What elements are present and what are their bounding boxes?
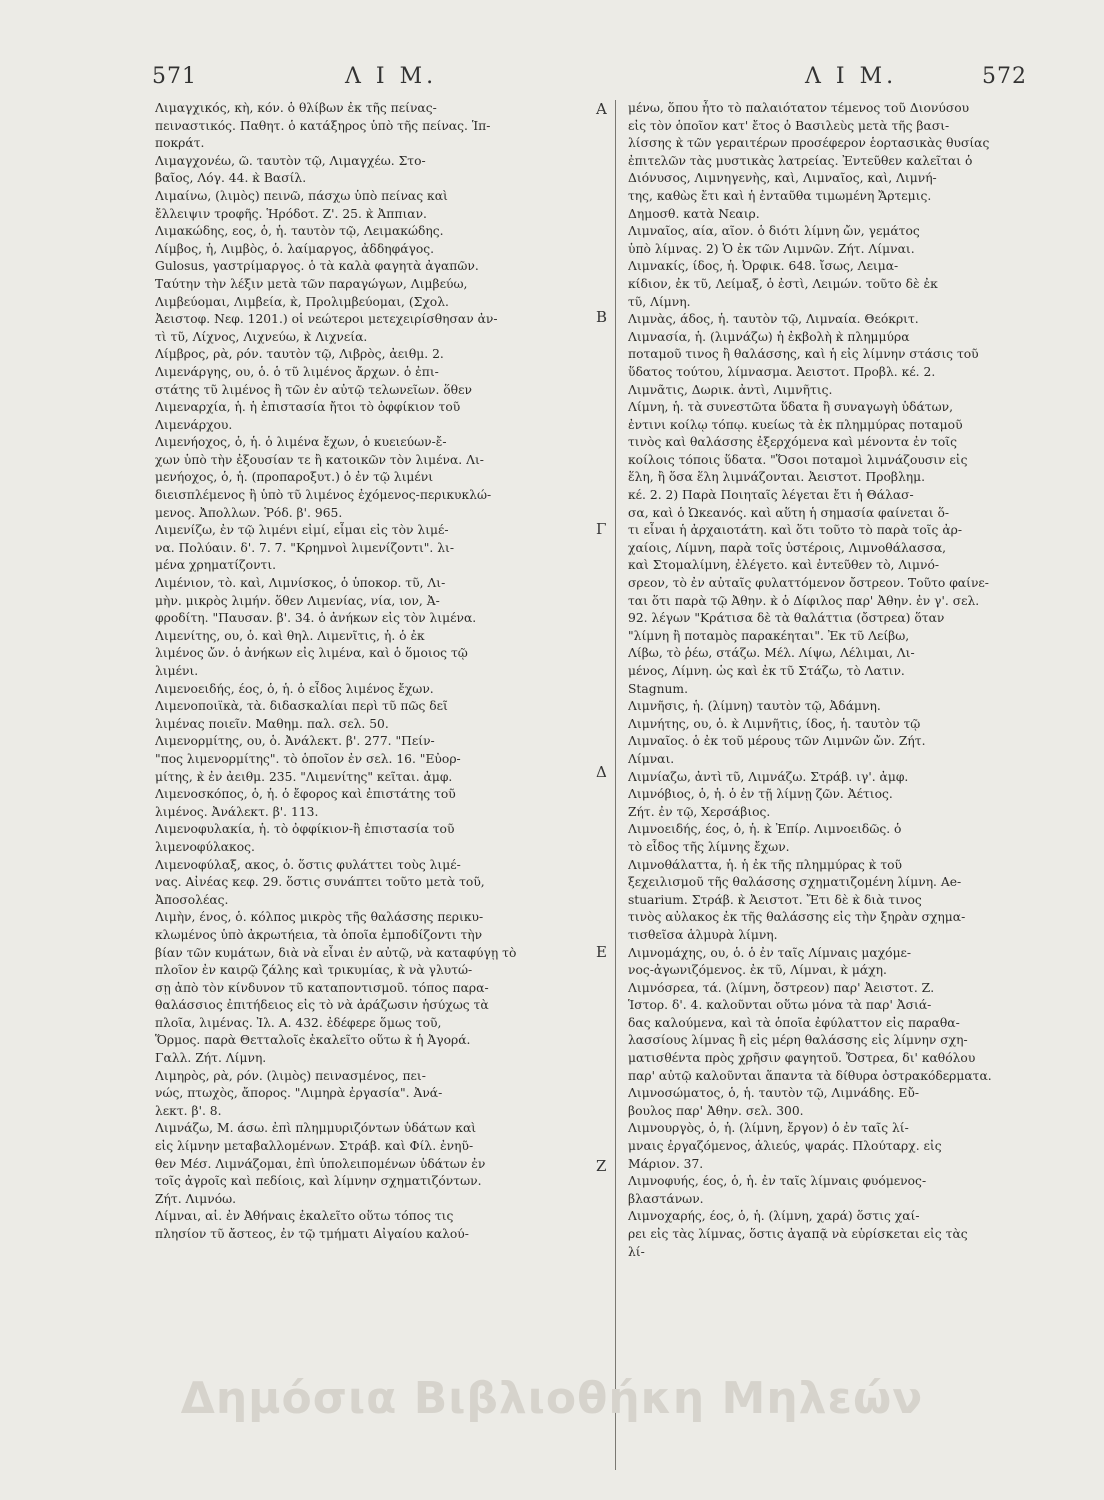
page-number-right: 572 bbox=[982, 64, 1027, 89]
gutter-letter: Ε bbox=[596, 943, 607, 961]
text-line: Λιμνάζω, Μ. άσω. ἐπὶ πλημμυριζόντων ὑδάτων καὶ bbox=[155, 1121, 477, 1136]
text-line: Ἀποσολέας. bbox=[155, 892, 229, 907]
text-line: τὸ εἶδος τῆς λίμνης ἔχων. bbox=[628, 839, 790, 854]
text-line: κοίλοις τόποις ὕδατα. "Ὅσοι ποταμοὶ λιμνάζουσιν εἰς bbox=[628, 452, 968, 467]
text-line: Γαλλ. Ζήτ. Λίμνη. bbox=[155, 1051, 267, 1066]
text-line: πλοῖα, λιμένας. Ἰλ. Α. 432. ἐδέφερε ὅμως τοῦ, bbox=[155, 1015, 442, 1030]
text-line: να. Πολύαιν. δ'. 7. 7. "Κρημνοὶ λιμενίζοντι". λι- bbox=[155, 540, 455, 555]
text-line: Λιμνοειδής, έος, ὁ, ἡ. κ̀ Ἐπίρ. Λιμνοειδῶς. ὁ bbox=[628, 822, 902, 837]
running-head-left: Λ Ι Μ. bbox=[345, 64, 438, 89]
text-line: Ζήτ. Λιμνόω. bbox=[155, 1191, 237, 1206]
text-line: Λίμβρος, ρὰ, ρόν. ταυτὸν τῷ, Λιβρὸς, ἀειθμ. 2. bbox=[155, 347, 444, 362]
text-line: Λιμενοφύλαξ, ακος, ὁ. ὅστις φυλάττει τοὺς λιμέ- bbox=[155, 857, 461, 872]
library-watermark: Δημόσια Βιβλιοθήκη Μηλεών bbox=[180, 1373, 924, 1424]
text-line: Λιμεναρχία, ἡ. ἡ ἐπιστασία ἤτοι τὸ ὀφφίκιον τοῦ bbox=[155, 400, 461, 415]
text-line: Λιμνοθάλαττα, ἡ. ἡ ἐκ τῆς πλημμύρας κ̀ τοῦ bbox=[628, 857, 903, 872]
text-line: μίτης, κ̀ ἐν ἀειθμ. 235. "Λιμενίτης" κεῖται. ἀμφ. bbox=[155, 769, 453, 784]
text-line: τινὸς καὶ θαλάσσης ἐξερχόμενα καὶ μένοντα ἐν τοῖς bbox=[628, 435, 958, 450]
text-line: βαῖος, Λόγ. 44. κ̀ Βασίλ. bbox=[155, 171, 307, 186]
text-line: Λιμενοσκόπος, ὁ, ἡ. ὁ ἔφορος καὶ ἐπιστάτης τοῦ bbox=[155, 787, 456, 802]
text-line: τοῖς ἀγροῖς καὶ πεδίοις, καὶ λίμνην σχηματιζόντων. bbox=[155, 1174, 482, 1189]
text-line: χαίοις, Λίμνη, παρὰ τοῖς ὑστέροις, Λιμνοθάλασσα, bbox=[628, 540, 947, 555]
text-line: Λιμνῆσις, ἡ. (λίμνη) ταυτὸν τῷ, Ἀδάμνη. bbox=[628, 699, 881, 714]
text-line: Λιμνοσώματος, ὁ, ἡ. ταυτὸν τῷ, Λιμνάδης. Εὔ- bbox=[628, 1086, 919, 1101]
text-line: Διόνυσος, Λιμνηγενὴς, καὶ, Λιμναῖος, καὶ, Λιμνή- bbox=[628, 171, 937, 186]
text-line: Λιμνοφυής, έος, ὁ, ἡ. ἐν ταῖς λίμναις φυόμενος- bbox=[628, 1174, 927, 1189]
text-line: πλησίον τῦ ἄστεος, ἐν τῷ τμήματι Αἰγαίου καλού- bbox=[155, 1227, 469, 1241]
text-line: στάτης τῦ λιμένος ἢ τῶν ἐν αὐτῷ τελωνεῖων. ὅθεν bbox=[155, 382, 472, 397]
text-line: Ταύτην τὴν λέξιν μετὰ τῶν παραγώγων, Λιμβεύω, bbox=[155, 276, 468, 291]
text-line: θεν Μέσ. Λιμνάζομαι, ἐπὶ ὑπολειπομένων ὑδάτων ἐν bbox=[155, 1156, 486, 1171]
text-line: κίδιον, ἐκ τῦ, Λείμαξ, ὁ ἐστὶ, Λειμών. τοῦτο δὲ ἐκ bbox=[628, 276, 938, 291]
text-line: λιμένας ποιεῖν. Μαθημ. παλ. σελ. 50. bbox=[155, 716, 389, 731]
gutter-letter: Α bbox=[596, 100, 607, 118]
text-line: ποκράτ. bbox=[155, 136, 205, 151]
text-line: λασσίους λίμνας ἢ εἰς μέρη θαλάσσης εἰς λίμνην σχη- bbox=[628, 1033, 968, 1048]
text-line: Ἱστορ. δ'. 4. καλοῦνται οὕτω μόνα τὰ παρ' Ἀσιά- bbox=[628, 998, 932, 1013]
text-line: κλωμένος ὑπὸ ἀκρωτήεια, τὰ ὁποῖα ἐμποδίζοντι τὴν bbox=[155, 927, 483, 942]
text-line: Λιμναῖος, αία, αῖον. ὁ διότι λίμνη ὤν, γεμάτος bbox=[628, 224, 920, 239]
text-line: μένω, ὅπου ἦτο τὸ παλαιότατον τέμενος τοῦ Διονύσου bbox=[628, 101, 970, 115]
text-line: λίσσης κ̀ τῶν γεραιτέρων προσέφερον ἑορτασικὰς θυσίας bbox=[628, 136, 990, 151]
text-line: Λιμακώδης, εος, ὁ, ἡ. ταυτὸν τῷ, Λειμακώδης. bbox=[155, 224, 444, 239]
gutter-letter: Γ bbox=[596, 520, 607, 538]
text-line: Λιμηρὸς, ρὰ, ρόν. (λιμὸς) πεινασμένος, πει- bbox=[155, 1068, 426, 1083]
text-line: κέ. 2. 2) Παρὰ Ποιηταῖς λέγεται ἔτι ἡ Θάλασ- bbox=[628, 488, 914, 503]
text-line: λιμένι. bbox=[155, 664, 199, 678]
text-line: Λιμνακίς, ίδος, ἡ. Ὀρφικ. 648. ἴσως, Λειμα- bbox=[628, 259, 899, 274]
text-line: Λιμνᾶτις, Δωρικ. ἀντὶ, Λιμνῆτις. bbox=[628, 382, 833, 397]
text-line: Ζήτ. ἐν τῷ, Χερσάβιος. bbox=[628, 804, 771, 819]
text-line: μενος. Ἀπολλων. Ῥόδ. β'. 965. bbox=[155, 505, 343, 520]
text-line: λιμένος ὤν. ὁ ἀνήκων εἰς λιμένα, καὶ ὁ ὅμοιος τῷ bbox=[155, 646, 468, 661]
text-line: σρεον, τὸ ἐν αὐταῖς φυλαττόμενον ὄστρεον. Τοῦτο φαίνε- bbox=[628, 576, 989, 591]
text-line: Λιμενάρχου. bbox=[155, 417, 233, 432]
text-line: λιμένος. Ἀνάλεκτ. β'. 113. bbox=[155, 804, 319, 819]
text-line: νας. Αἰνέας κεφ. 29. ὅστις συνάπτει τοῦτο μετὰ τοῦ, bbox=[155, 875, 485, 890]
text-line: θαλάσσιος ἐπιτήδειος εἰς τὸ νὰ ἀράζωσιν ἡσύχως τὰ bbox=[155, 998, 489, 1013]
text-line: μὴν. μικρὸς λιμήν. ὅθεν Λιμενίας, νία, ιον, Ἀ- bbox=[155, 593, 440, 608]
text-line: "πος λιμενορμίτης". τὸ ὁποῖον ἐν σελ. 16. "Εὐορ- bbox=[155, 751, 461, 766]
text-line: χων ὑπὸ τὴν ἐξουσίαν τε ἢ κατοικῶν τὸν λιμένα. Λι- bbox=[155, 452, 484, 467]
text-line: Λίβω, τὸ ῥέω, στάζω. Μέλ. Λίψω, Λέλιμαι, Λι- bbox=[628, 646, 915, 661]
text-line: σῃ ἀπὸ τὸν κίνδυνον τῦ καταποντισμοῦ. τόπος παρα- bbox=[155, 980, 489, 995]
text-line: παρ' αὐτῷ καλοῦνται ἅπαντα τὰ δίθυρα ὀστρακόδερματα. bbox=[628, 1068, 992, 1083]
text-line: ματισθέντα πρὸς χρῆσιν φαγητοῦ. Ὄστρεα, δι' καθόλου bbox=[628, 1051, 976, 1066]
text-line: φροδίτη. "Παυσαν. β'. 34. ὁ ἀνήκων εἰς τὸν λιμένα. bbox=[155, 611, 477, 626]
text-line: Λιμενοφυλακία, ἡ. τὸ ὀφφίκιον-ἢ ἐπιστασία τοῦ bbox=[155, 822, 455, 837]
left-column bbox=[155, 100, 582, 1244]
text-line: εἰς τὸν ὁποῖον κατ' ἔτος ὁ Βασιλεὺς μετὰ τῆς βασι- bbox=[628, 118, 950, 133]
text-line: λί- bbox=[628, 1244, 645, 1259]
text-line: Λίμναι. bbox=[628, 751, 675, 766]
text-line: Λιμνοχαρής, έος, ὁ, ἡ. (λίμνη, χαρά) ὅστις χαί- bbox=[628, 1209, 920, 1224]
text-line: ξεχειλισμοῦ τῆς θαλάσσης σχηματιζομένη λίμνη. Ae- bbox=[628, 875, 962, 890]
text-line: Stagnum. bbox=[628, 681, 688, 696]
text-line: stuarium. Στράβ. κ̀ Ἀειστοτ. Ἔτι δὲ κ̀ διὰ τινος bbox=[628, 892, 922, 907]
text-line: τῦ, Λίμνη. bbox=[628, 294, 691, 309]
text-line: Λιμνὰς, άδος, ἡ. ταυτὸν τῷ, Λιμναία. Θεόκριτ. bbox=[628, 312, 919, 327]
text-line: τισθεῖσα ἁλμυρὰ λίμνη. bbox=[628, 927, 778, 942]
text-line: ὕδατος τούτου, λίμνασμα. Ἀειστοτ. Προβλ. κέ. 2. bbox=[628, 364, 936, 379]
text-line: Λιμὴν, ένος, ὁ. κόλπος μικρὸς τῆς θαλάσσης περικυ- bbox=[155, 910, 484, 925]
text-line: Λίμναι, αἱ. ἐν Ἀθήναις ἐκαλεῖτο οὕτω τόπος τις bbox=[155, 1209, 454, 1224]
text-line: βλαστάνων. bbox=[628, 1191, 704, 1206]
text-line: Λιμαγχονέω, ῶ. ταυτὸν τῷ, Λιμαγχέω. Στο- bbox=[155, 153, 426, 168]
text-line: "λίμνη ἢ ποταμὸς παρακέηται". Ἐκ τῦ Λείβω, bbox=[628, 628, 910, 643]
text-line: Gulosus, γαστρίμαργος. ὁ τὰ καλὰ φαγητὰ ἀγαπῶν. bbox=[155, 259, 479, 274]
text-line: λεκτ. β'. 8. bbox=[155, 1103, 222, 1118]
right-column bbox=[628, 100, 1034, 1261]
text-line: τι εἶναι ἡ ἀρχαιοτάτη. καὶ ὅτι τοῦτο τὸ παρὰ τοῖς ἀρ- bbox=[628, 523, 963, 538]
gutter-letter: Β bbox=[596, 308, 608, 326]
text-line: πειναστικός. Παθητ. ὁ κατάξηρος ὑπὸ τῆς πείνας. Ἱπ- bbox=[155, 118, 491, 133]
text-line: πλοῖον ἐν καιρῷ ζάλης καὶ τρικυμίας, κ̀ νὰ γλυτώ- bbox=[155, 963, 473, 978]
text-line: Λιμνασία, ἡ. (λιμνάζω) ἡ ἐκβολὴ κ̀ πλημμύρα bbox=[628, 329, 910, 344]
text-line: Λιμναῖος. ὁ ἐκ τοῦ μέρους τῶν Λιμνῶν ὤν. Ζήτ. bbox=[628, 734, 926, 749]
text-line: μένος, Λίμνη. ὡς καὶ ἐκ τῦ Στάζω, τὸ Λατιν. bbox=[628, 664, 905, 678]
text-line: Δημοσθ. κατὰ Νεαιρ. bbox=[628, 206, 760, 221]
text-line: Λιμενίτης, ου, ὁ. καὶ θηλ. Λιμενῖτις, ἡ. ὁ ἐκ bbox=[155, 628, 425, 643]
text-line: μναις ἐργαζόμενος, ἁλιεύς, ψαράς. Πλούταρχ. εἰς bbox=[628, 1139, 942, 1154]
page-number-left: 571 bbox=[152, 64, 197, 89]
text-line: Μάριον. 37. bbox=[628, 1156, 704, 1171]
text-line: καὶ Στομαλίμνη, ἐλέγετο. καὶ ἐντεῦθεν τὸ, Λιμνό- bbox=[628, 558, 940, 573]
text-line: Λιμνόσρεα, τά. (λίμνη, ὄστρεον) παρ' Ἀειστοτ. Ζ. bbox=[628, 980, 935, 995]
text-line: Λιμενοποιϊκὰ, τὰ. διδασκαλίαι περὶ τῦ πῶς δεῖ bbox=[155, 699, 448, 714]
text-line: Λίμνη, ἡ. τὰ συνεστῶτα ὕδατα ἢ συναγωγὴ ὑδάτων, bbox=[628, 400, 954, 415]
text-line: Λιμενίζω, ἐν τῷ λιμένι εἰμί, εἶμαι εἰς τὸν λιμέ- bbox=[155, 523, 449, 538]
running-head-right: Λ Ι Μ. bbox=[805, 64, 898, 89]
text-line: Λιμενάργης, ου, ὁ. ὁ τῦ λιμένος ἄρχων. ὁ ἐπι- bbox=[155, 364, 439, 379]
text-line: 92. λέγων "Κράτισα δὲ τὰ θαλάττια (ὄστρεα) ὅταν bbox=[628, 611, 945, 626]
text-line: δας καλούμενα, καὶ τὰ ὁποῖα ἐφύλαττον εἰς παραθα- bbox=[628, 1015, 960, 1030]
gutter-letter: Δ bbox=[596, 763, 607, 781]
text-line: νος-ἀγωνιζόμενος. ἐκ τῦ, Λίμναι, κ̀ μάχη. bbox=[628, 963, 887, 978]
text-line: Λιμαγχικός, κὴ, κόν. ὁ θλίβων ἐκ τῆς πείνας- bbox=[155, 101, 437, 115]
text-line: Λιμενορμίτης, ου, ὁ. Ἀνάλεκτ. β'. 277. "Πείν- bbox=[155, 734, 435, 749]
text-line: ποταμοῦ τινος ἢ θαλάσσης, καὶ ἡ εἰς λίμνην στάσις τοῦ bbox=[628, 347, 979, 362]
text-line: ὑπὸ λίμνας. 2) Ὁ ἐκ τῶν Λιμνῶν. Ζήτ. Λίμναι. bbox=[628, 241, 915, 256]
text-line: Λιμενοειδής, έος, ὁ, ἡ. ὁ εἶδος λιμένος ἔχων. bbox=[155, 681, 434, 696]
text-line: τὶ τῦ, Λίχνος, Λιχνεύω, κ̀ Λιχνεία. bbox=[155, 329, 368, 344]
text-line: μένα χρηματίζοντι. bbox=[155, 558, 277, 573]
text-line: Λιμνίαζω, ἀντὶ τῦ, Λιμνάζω. Στράβ. ιγ'. ἀμφ. bbox=[628, 769, 909, 784]
text-line: ἔλλειψιν τροφῆς. Ἡρόδοτ. Ζ'. 25. κ̀ Ἀππιαν. bbox=[155, 206, 427, 221]
text-line: λιμενοφύλακος. bbox=[155, 839, 255, 854]
text-line: Λιμνήτης, ου, ὁ. κ̀ Λιμνῆτις, ίδος, ἡ. ταυτὸν τῷ bbox=[628, 716, 921, 731]
text-line: Λιμένιον, τὸ. καὶ, Λιμνίσκος, ὁ ὑποκορ. τῦ, Λι- bbox=[155, 576, 446, 591]
text-line: Λιμνόβιος, ὁ, ἡ. ὁ ἐν τῇ λίμνῃ ζῶν. Ἀέτιος. bbox=[628, 787, 893, 802]
text-line: Λίμβος, ἡ, Λιμβὸς, ὁ. λαίμαργος, ἀδδηφάγος. bbox=[155, 241, 435, 256]
text-line: διεισπλέμενος ἢ ὑπὸ τῦ λιμένος ἐχόμενος-περικυκλώ- bbox=[155, 488, 492, 503]
gutter-letter: Ζ bbox=[596, 1157, 607, 1175]
text-line: ρει εἰς τὰς λίμνας, ὅστις ἀγαπᾷ νὰ εὑρίσκεται εἰς τὰς bbox=[628, 1227, 968, 1241]
text-line: Λιμνουργὸς, ὁ, ἡ. (λίμνη, ἔργον) ὁ ἐν ταῖς λί- bbox=[628, 1121, 909, 1136]
text-line: βουλος παρ' Ἀθην. σελ. 300. bbox=[628, 1103, 804, 1118]
text-line: τινὸς αὐλακος ἐκ τῆς θαλάσσης εἰς τὴν ξηρὰν σχημα- bbox=[628, 910, 966, 925]
text-line: της, καθὼς ἔτι καὶ ἡ ἐνταῦθα τιμωμένη Ἄρτεμις. bbox=[628, 188, 932, 203]
text-line: νώς, πτωχὸς, ἄπορος. "Λιμηρὰ ἐργασία". Ἀνά- bbox=[155, 1086, 443, 1101]
text-line: βίαν τῶν κυμάτων, διὰ νὰ εἶναι ἐν αὐτῷ, νὰ καταφύγῃ τὸ bbox=[155, 945, 517, 960]
column-divider bbox=[615, 100, 616, 1470]
text-line: Λιμενήοχος, ὁ, ἡ. ὁ λιμένα ἔχων, ὁ κυειεύων-ἔ- bbox=[155, 435, 447, 450]
text-line: ἕλη, ἢ ὅσα ἕλη λιμνάζονται. Ἀειστοτ. Προβλημ. bbox=[628, 470, 926, 485]
text-line: Λιμβεύομαι, Λιμβεία, κ̀, Προλιμβεύομαι, (Σχολ. bbox=[155, 294, 449, 309]
text-line: Λιμαίνω, (λιμὸς) πεινῶ, πάσχω ὑπὸ πείνας καὶ bbox=[155, 188, 448, 203]
text-line: Λιμνομάχης, ου, ὁ. ὁ ἐν ταῖς Λίμναις μαχόμε- bbox=[628, 945, 912, 960]
text-line: εἰς λίμνην μεταβαλλομένων. Στράβ. καὶ Φίλ. ἐνηῦ- bbox=[155, 1139, 474, 1154]
text-line: Ἀειστοφ. Νεφ. 1201.) οἱ νεώτεροι μετεχειρίσθησαν ἀν- bbox=[155, 312, 498, 327]
text-line: ἐπιτελῶν τὰς μυστικὰς λατρείας. Ἐντεῦθεν καλεῖται ὁ bbox=[628, 153, 973, 168]
text-line: μενήοχος, ὁ, ἡ. (προπαροξυτ.) ὁ ἐν τῷ λιμένι bbox=[155, 470, 434, 485]
text-line: σα, καὶ ὁ Ὠκεανός. καὶ αὕτη ἡ σημασία φαίνεται ὅ- bbox=[628, 505, 950, 520]
text-line: ἐντινι κοίλῳ τόπῳ. κυείως τὰ ἐκ πλημμύρας ποταμοῦ bbox=[628, 417, 963, 432]
text-line: ται ὅτι παρὰ τῷ Ἀθην. κ̀ ὁ Δίφιλος παρ' Ἀθην. ἐν γ'. σελ. bbox=[628, 593, 980, 608]
text-line: Ὅρμος. παρὰ Θετταλοῖς ἐκαλεῖτο οὕτω κ̀ ἡ Ἀγορά. bbox=[155, 1033, 471, 1048]
